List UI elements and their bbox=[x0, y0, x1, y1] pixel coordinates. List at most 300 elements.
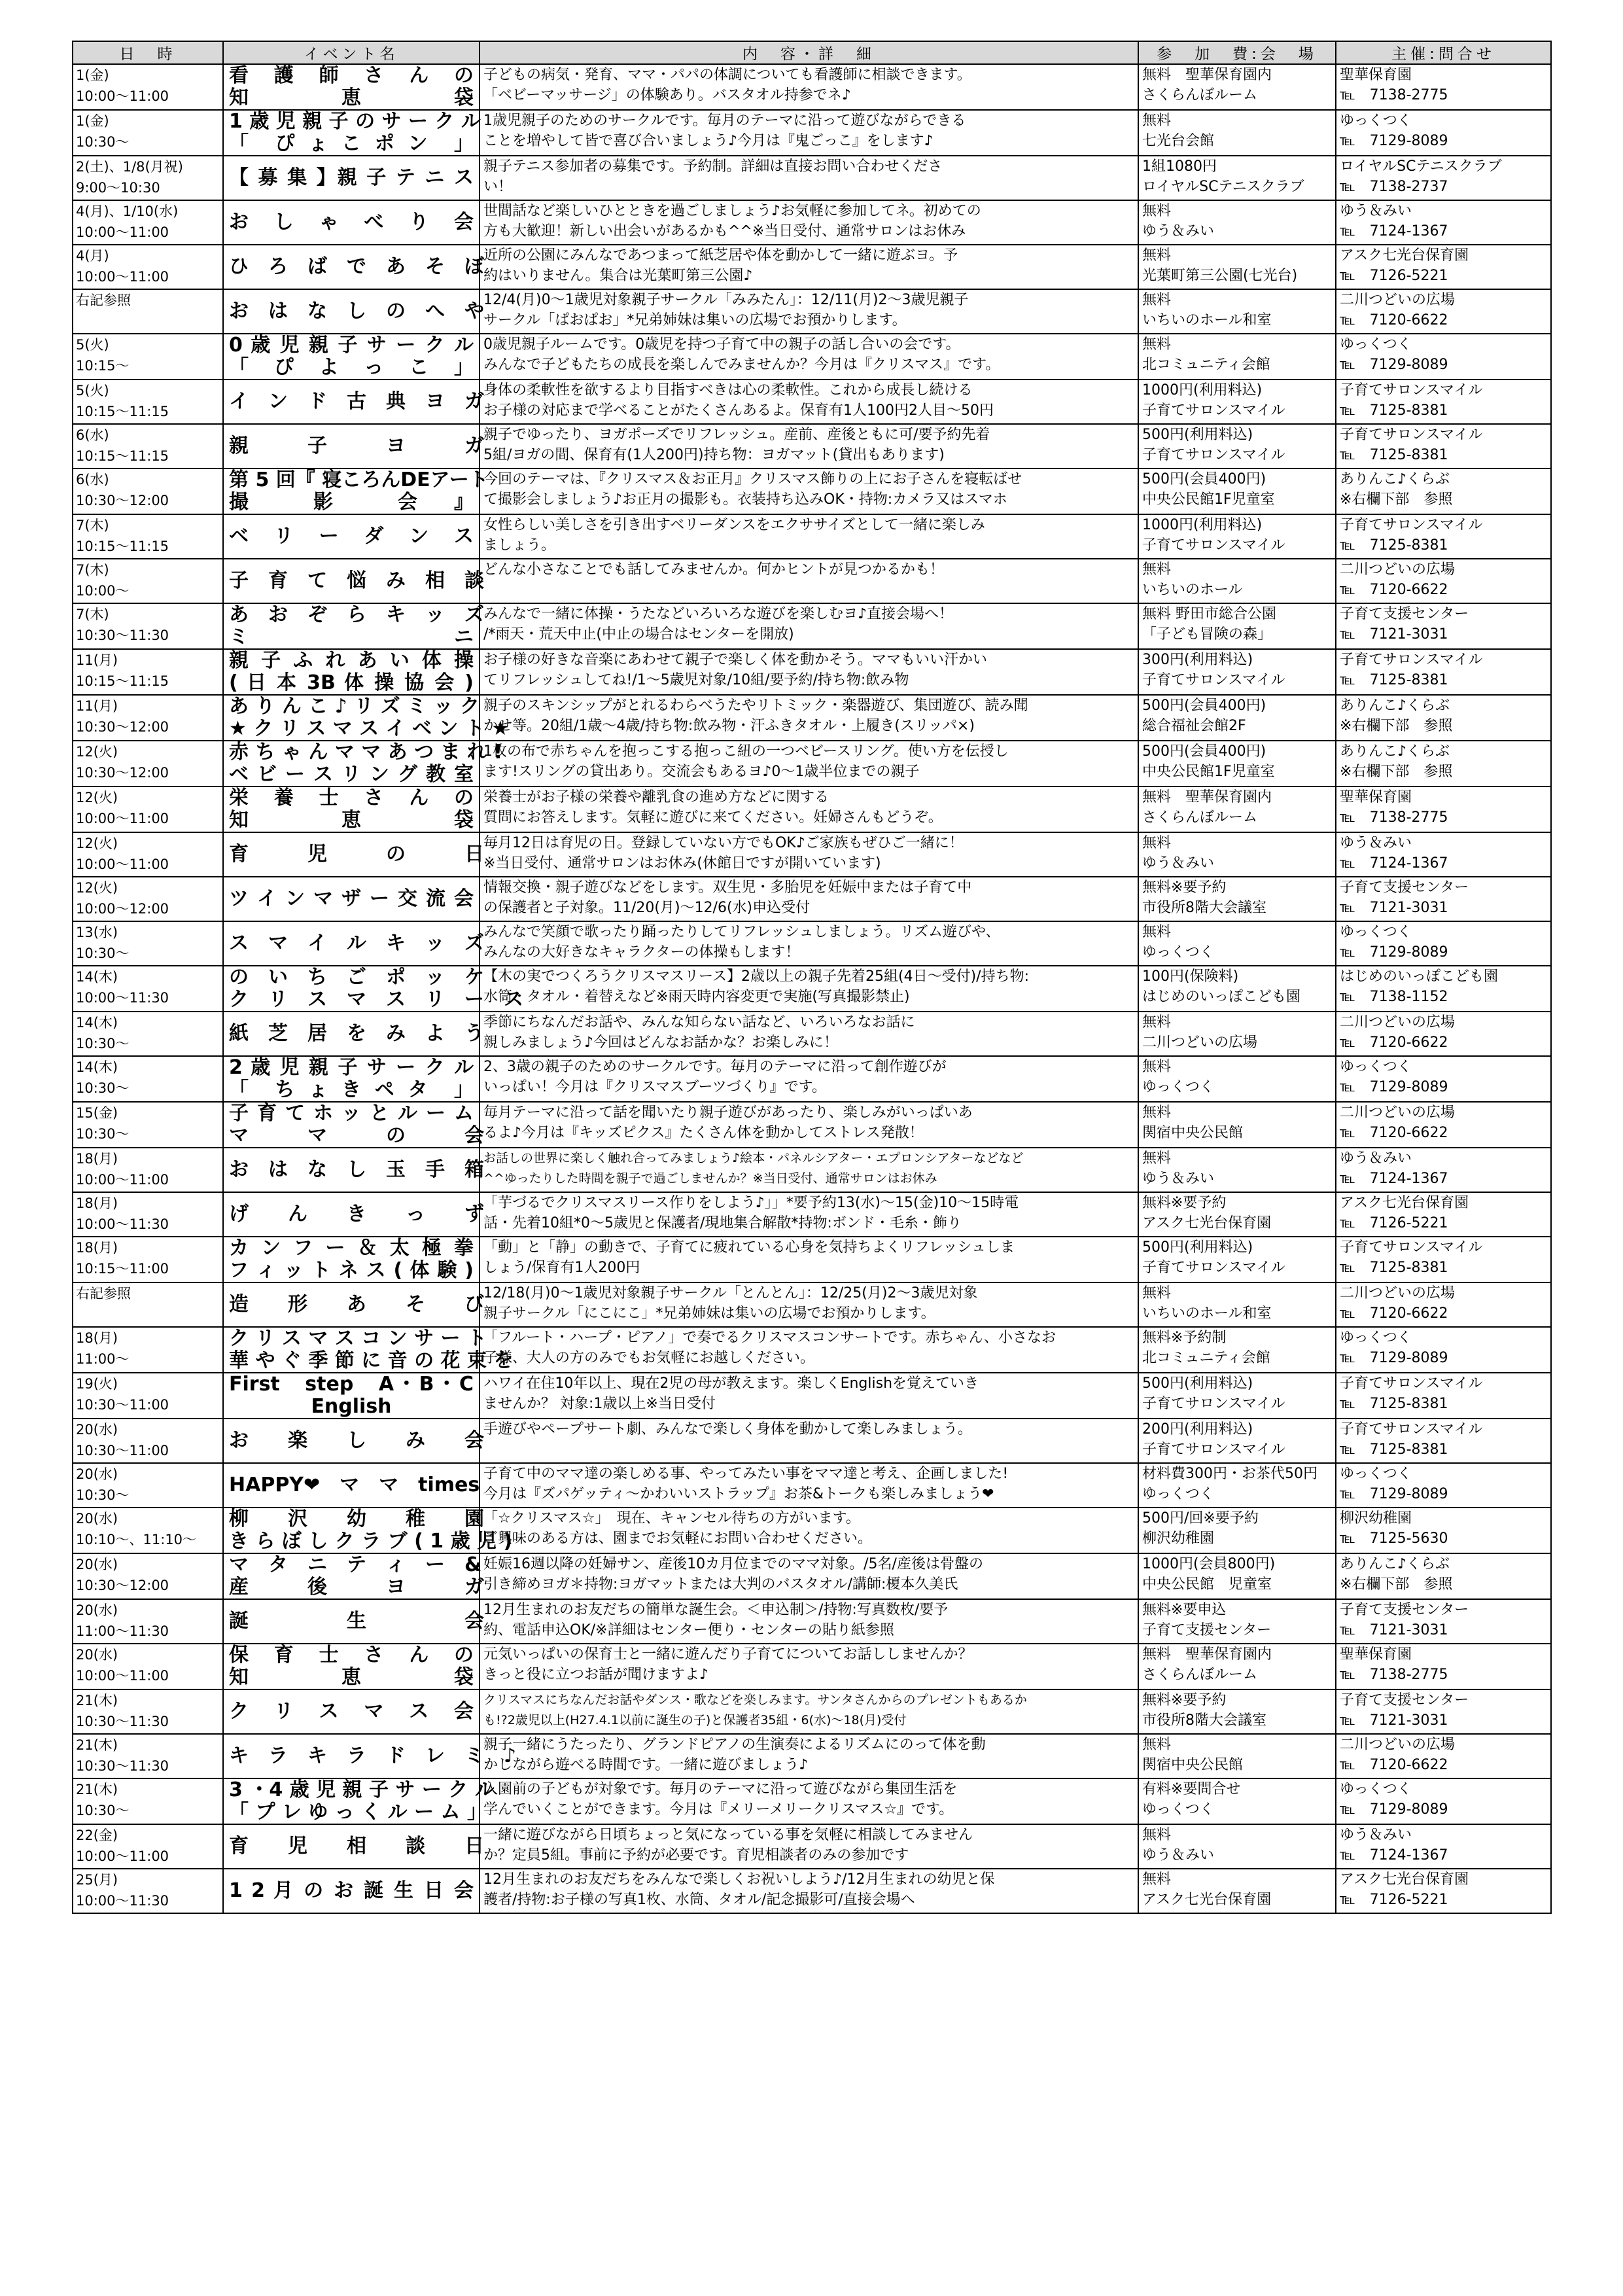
event-contact: ℡ 7125-5630 bbox=[1340, 1530, 1448, 1547]
event-time: 10:30～11:00 bbox=[76, 1397, 169, 1413]
event-contact: ℡ 7121-3031 bbox=[1340, 900, 1448, 916]
event-name-line1: 【 募 集 】親 子 テ ニ ス bbox=[229, 166, 474, 189]
event-detail-line2: 方も大歓迎！新しい出会いがあるかも^^※当日受付、通常サロンはお休み bbox=[483, 223, 966, 239]
event-organizer: 子育て支援センター bbox=[1340, 1692, 1469, 1708]
event-organizer: 二川つどいの広場 bbox=[1340, 1285, 1456, 1301]
event-calendar-sheet bbox=[72, 41, 1550, 1914]
event-detail-line2: 子様、大人の方のみでもお気軽にお越しください。 bbox=[483, 1350, 815, 1366]
event-venue: アスク七光台保育園 bbox=[1142, 1892, 1272, 1908]
event-name-cell bbox=[223, 559, 484, 603]
event-name-cell bbox=[223, 877, 480, 921]
event-name-cell bbox=[223, 1824, 484, 1869]
event-date: 18(月) bbox=[76, 1195, 118, 1211]
event-fee: 材料費300円・お茶代50円 bbox=[1142, 1466, 1318, 1482]
event-name-cell bbox=[223, 1644, 480, 1689]
event-date: 1(金) bbox=[76, 67, 109, 83]
event-detail-line1: 入園前の子どもが対象です。毎月のテーマに沿って遊びながら集団生活を bbox=[483, 1781, 958, 1797]
event-organizer: 二川つどいの広場 bbox=[1340, 1104, 1456, 1121]
event-fee: 500円(会員400円) bbox=[1142, 743, 1266, 760]
event-organizer: 子育て支援センター bbox=[1340, 606, 1469, 622]
event-venue: ゆう＆みい bbox=[1142, 855, 1215, 872]
event-detail-line2: い！ bbox=[483, 179, 513, 195]
table-row bbox=[73, 603, 1551, 649]
event-venue: 総合福祉会館2F bbox=[1142, 718, 1246, 734]
event-venue: 七光台会館 bbox=[1142, 133, 1215, 149]
event-venue: 光葉町第三公園(七光台) bbox=[1142, 268, 1298, 284]
event-detail-line2: ませんか？ 対象:1歳以上※当日受付 bbox=[483, 1396, 716, 1412]
event-name-line2: 「 プ レ ゆ っ く ル ー ム 」 bbox=[229, 1801, 487, 1824]
event-detail-line1: 情報交換・親子遊びなどをします。双生児・多胎児を妊娠中または子育て中 bbox=[483, 879, 972, 896]
event-contact: ℡ 7138-2737 bbox=[1340, 179, 1448, 195]
event-detail-line1: どんな小さなことでも話してみませんか。何かヒントが見つかるかも！ bbox=[483, 561, 945, 578]
event-detail-cell bbox=[480, 424, 1138, 468]
event-fee: 有料※要問合せ bbox=[1142, 1781, 1241, 1797]
event-fee: 500円(利用料込) bbox=[1142, 1375, 1253, 1392]
event-organizer: 聖華保育園 bbox=[1340, 1646, 1412, 1663]
table-row bbox=[73, 741, 1551, 786]
event-organizer-cell bbox=[1336, 786, 1551, 832]
event-venue: 二川つどいの広場 bbox=[1142, 1034, 1258, 1051]
event-name-cell bbox=[223, 334, 480, 380]
event-name-line1: ク リ ス マ ス 会 bbox=[229, 1700, 474, 1723]
event-date-cell bbox=[73, 468, 223, 514]
event-date-cell bbox=[73, 649, 223, 695]
event-fee: 無料 bbox=[1142, 1059, 1172, 1075]
event-fee: 1000円(利用料込) bbox=[1142, 517, 1263, 533]
event-name-cell bbox=[223, 786, 480, 832]
event-detail-line2: 今月は『ズパゲッティ～かわいいストラップ』お茶&トークも楽しみましょう❤ bbox=[483, 1486, 994, 1502]
event-organizer: 聖華保育園 bbox=[1340, 67, 1412, 83]
event-organizer-cell bbox=[1336, 1102, 1551, 1148]
event-contact: ℡ 7125-8381 bbox=[1340, 1260, 1448, 1276]
event-date: 21(木) bbox=[76, 1782, 118, 1797]
event-detail-line1: 子どもの病気・発育、ママ・パパの体調についても看護師に相談できます。 bbox=[483, 67, 971, 83]
event-fee-venue-cell bbox=[1138, 514, 1336, 559]
event-name-cell bbox=[223, 245, 484, 289]
event-date: 4(月)、1/10(水) bbox=[76, 203, 179, 219]
event-organizer-cell bbox=[1336, 1419, 1551, 1463]
event-date: 14(木) bbox=[76, 1015, 118, 1031]
event-detail-cell bbox=[480, 741, 1138, 786]
event-organizer-cell bbox=[1336, 468, 1551, 514]
table-row bbox=[73, 695, 1551, 741]
event-date-cell bbox=[73, 514, 223, 559]
event-detail-line2: お子様の対応まで学べることがたくさんあるよ。保育有1人100円2人目～50円 bbox=[483, 402, 994, 419]
event-detail-line1: 世間話など楽しいひとときを過ごしましょう♪お気軽に参加してネ。初めての bbox=[483, 203, 981, 219]
event-organizer: ありんこ♪くらぶ bbox=[1340, 698, 1450, 714]
event-name-line1: あ お ぞ ら キ ッ ズ bbox=[229, 603, 484, 626]
event-name-line1: 保 育 士 さ ん の bbox=[229, 1644, 474, 1667]
event-detail-line2: 約、電話申込OK/※詳細はセンター便り・センターの貼り紙参照 bbox=[483, 1622, 894, 1638]
table-row bbox=[73, 786, 1551, 832]
event-contact: ℡ 7120-6622 bbox=[1340, 1757, 1448, 1773]
event-venue: 柳沢幼稚園 bbox=[1142, 1530, 1215, 1547]
event-date: 19(火) bbox=[76, 1376, 118, 1392]
event-fee-venue-cell bbox=[1138, 1508, 1336, 1553]
event-detail-cell bbox=[480, 64, 1138, 110]
event-organizer-cell bbox=[1336, 1148, 1551, 1192]
event-contact: ℡ 7138-1152 bbox=[1340, 989, 1448, 1005]
event-organizer-cell bbox=[1336, 877, 1551, 921]
event-organizer: 子育て支援センター bbox=[1340, 879, 1469, 896]
event-name-line1: あ り ん こ ♪ リ ズ ミ ッ ク bbox=[229, 695, 480, 718]
event-time: 10:00～11:30 bbox=[76, 1893, 169, 1909]
event-venue: 関宿中央公民館 bbox=[1142, 1125, 1244, 1141]
event-detail-line1: 今回のテーマは、『クリスマス＆お正月』クリスマス飾りの上にお子さんを寝転ばせ bbox=[483, 471, 1022, 487]
event-name-line1: 親 子 ふ れ あ い 体 操 bbox=[229, 649, 474, 672]
event-fee-venue-cell bbox=[1138, 1237, 1336, 1282]
event-detail-cell bbox=[480, 649, 1138, 695]
event-date-cell bbox=[73, 334, 223, 380]
event-detail-line1: 「フルート・ハープ・ピアノ」で奏でるクリスマスコンサートです。赤ちゃん、小さなお bbox=[483, 1330, 1056, 1346]
event-fee-venue-cell bbox=[1138, 1644, 1336, 1689]
event-venue: いちいのホール bbox=[1142, 582, 1243, 598]
event-fee: 500円(利用料込) bbox=[1142, 427, 1253, 443]
event-table bbox=[72, 41, 1552, 1914]
event-contact: ℡ 7138-2775 bbox=[1340, 809, 1448, 826]
event-organizer-cell bbox=[1336, 649, 1551, 695]
event-organizer: 子育てサロンスマイル bbox=[1340, 1375, 1483, 1392]
event-detail-cell bbox=[480, 1012, 1138, 1056]
event-date: 6(水) bbox=[76, 427, 109, 443]
event-organizer: 子育てサロンスマイル bbox=[1340, 1239, 1483, 1256]
event-date-cell bbox=[73, 786, 223, 832]
event-organizer: ありんこ♪くらぶ bbox=[1340, 471, 1450, 487]
event-organizer: 聖華保育園 bbox=[1340, 789, 1412, 805]
event-contact: ※右欄下部 参照 bbox=[1340, 491, 1453, 508]
event-name-line1: 0 歳 児 親 子 サ ー ク ル bbox=[229, 334, 474, 357]
event-detail-line1: 妊娠16週以降の妊婦サン、産後10カ月位までのママ対象。/5名/産後は骨盤の bbox=[483, 1556, 983, 1572]
table-row bbox=[73, 1778, 1551, 1824]
event-organizer: ゆっくつく bbox=[1340, 113, 1412, 129]
event-contact: ℡ 7129-8089 bbox=[1340, 1486, 1448, 1502]
event-date: 7(木) bbox=[76, 607, 109, 622]
event-time: 9:00～10:30 bbox=[76, 180, 160, 196]
event-detail-line1: みんなで一緒に体操・うたなどいろいろな遊びを楽しむヨ♪直接会場へ！ bbox=[483, 606, 954, 622]
event-name-line1: 子 育 て 悩 み 相 談 bbox=[229, 569, 484, 592]
event-date: 右記参照 bbox=[76, 292, 131, 308]
header-fee-venue: 参 加 費:会 場 bbox=[1138, 41, 1336, 64]
event-organizer-cell bbox=[1336, 64, 1551, 110]
event-detail-cell bbox=[480, 1102, 1138, 1148]
event-detail-cell bbox=[480, 1373, 1138, 1419]
event-detail-line2: サークル「ぱおぱお」*兄弟姉妹は集いの広場でお預かりします。 bbox=[483, 312, 907, 328]
event-venue: 子育てサロンスマイル bbox=[1142, 672, 1285, 688]
event-date-cell bbox=[73, 741, 223, 786]
event-fee-venue-cell bbox=[1138, 64, 1336, 110]
event-detail-cell bbox=[480, 1599, 1138, 1644]
event-name-cell bbox=[223, 1734, 517, 1778]
event-contact: ℡ 7138-2775 bbox=[1340, 1667, 1448, 1683]
table-row bbox=[73, 380, 1551, 424]
event-contact: ℡ 7124-1367 bbox=[1340, 223, 1448, 239]
event-name-cell bbox=[223, 1237, 480, 1282]
event-contact: ℡ 7120-6622 bbox=[1340, 1125, 1448, 1141]
event-fee-venue-cell bbox=[1138, 786, 1336, 832]
table-row bbox=[73, 1012, 1551, 1056]
event-contact: ℡ 7121-3031 bbox=[1340, 1712, 1448, 1729]
event-fee-venue-cell bbox=[1138, 966, 1336, 1012]
event-contact: ℡ 7121-3031 bbox=[1340, 626, 1448, 643]
event-detail-cell bbox=[480, 156, 1138, 200]
event-name-line1: キ ラ キ ラ ド レ ミ ♪ bbox=[229, 1744, 517, 1767]
event-name-line2: English bbox=[311, 1395, 392, 1418]
event-detail-line2: 水筒・タオル・着替えなど※雨天時内容変更で実施(写真撮影禁止) bbox=[483, 989, 910, 1005]
event-organizer: 子育て支援センター bbox=[1340, 1602, 1469, 1618]
event-time: 10:00～12:00 bbox=[76, 901, 169, 917]
table-row bbox=[73, 966, 1551, 1012]
event-date: 右記参照 bbox=[76, 1286, 131, 1301]
event-date-cell bbox=[73, 1148, 223, 1192]
event-organizer: アスク七光台保育園 bbox=[1340, 247, 1469, 264]
event-detail-line1: 1歳児親子のためのサークルです。毎月のテーマに沿って遊びながらできる bbox=[483, 113, 966, 129]
event-name-line2: ク リ ス マ ス リ ー ス bbox=[229, 988, 523, 1011]
event-detail-line2: 引き締めヨガ＊持物:ヨガマットまたは大判のバスタオル/講師:榎本久美氏 bbox=[483, 1576, 958, 1593]
event-organizer: ゆっくつく bbox=[1340, 1781, 1412, 1797]
event-venue: 関宿中央公民館 bbox=[1142, 1757, 1244, 1773]
event-detail-cell bbox=[480, 1148, 1138, 1192]
event-date-cell bbox=[73, 289, 223, 334]
event-contact: ℡ 7120-6622 bbox=[1340, 1305, 1448, 1322]
event-name-cell bbox=[223, 1056, 480, 1102]
table-row bbox=[73, 468, 1551, 514]
event-detail-line2: かせ等。20組/1歳～4歳/持ち物:飲み物・汗ふきタオル・上履き(スリッパ×) bbox=[483, 718, 975, 734]
event-venue: ゆっくつく bbox=[1142, 944, 1214, 961]
event-name-line1: 3 ・4 歳 児 親 子 サ ー ク ル bbox=[229, 1778, 495, 1801]
event-fee-venue-cell bbox=[1138, 1148, 1336, 1192]
event-organizer: ゆっくつく bbox=[1340, 1466, 1412, 1482]
event-date-cell bbox=[73, 156, 223, 200]
event-detail-cell bbox=[480, 245, 1138, 289]
event-date-cell bbox=[73, 1192, 223, 1237]
event-organizer: ありんこ♪くらぶ bbox=[1340, 1556, 1450, 1572]
event-fee-venue-cell bbox=[1138, 468, 1336, 514]
event-date: 20(水) bbox=[76, 1647, 118, 1663]
event-fee-venue-cell bbox=[1138, 559, 1336, 603]
event-venue: 子育て支援センター bbox=[1142, 1622, 1272, 1638]
event-venue: さくらんぼルーム bbox=[1142, 1667, 1258, 1683]
event-time: 10:30～11:30 bbox=[76, 1758, 169, 1774]
event-time: 10:30～ bbox=[76, 1080, 130, 1096]
event-contact: ℡ 7125-8381 bbox=[1340, 1396, 1448, 1412]
event-name-cell bbox=[223, 1373, 480, 1419]
event-fee-venue-cell bbox=[1138, 1282, 1336, 1327]
event-detail-line2: ことを増やして皆で喜び合いましょう♪今月は『鬼ごっこ』をします♪ bbox=[483, 133, 934, 149]
event-detail-cell bbox=[480, 603, 1138, 649]
event-venue: ゆっくつく bbox=[1142, 1079, 1214, 1095]
event-name-line2: 「 ぴ よ っ こ 」 bbox=[229, 356, 474, 379]
event-name-cell bbox=[223, 200, 480, 245]
event-fee-venue-cell bbox=[1138, 1553, 1336, 1599]
event-date-cell bbox=[73, 1599, 223, 1644]
event-organizer: 柳沢幼稚園 bbox=[1340, 1510, 1412, 1527]
event-detail-line1: 1枚の布で赤ちゃんを抱っこする抱っこ紐の一つベビースリング。使い方を伝授し bbox=[483, 743, 1009, 760]
event-name-line1: マ タ ニ テ ィ ー & bbox=[229, 1553, 482, 1576]
event-venue: 市役所8階大会議室 bbox=[1142, 1712, 1266, 1729]
event-organizer-cell bbox=[1336, 741, 1551, 786]
event-time: 10:15～11:15 bbox=[76, 539, 169, 554]
event-name-line1: ス マ イ ル キ ッ ズ bbox=[229, 932, 484, 955]
table-row bbox=[73, 1419, 1551, 1463]
event-detail-line1: 2、3歳の親子のためのサークルです。毎月のテーマに沿って創作遊びが bbox=[483, 1059, 947, 1075]
event-organizer: ゆう＆みい bbox=[1340, 1827, 1412, 1843]
event-detail-cell bbox=[480, 334, 1138, 380]
event-date: 6(水) bbox=[76, 472, 109, 487]
event-name-line1: 誕 生 会 bbox=[229, 1610, 484, 1633]
event-name-line2: 産 後 ヨ ガ bbox=[229, 1576, 484, 1598]
event-detail-cell bbox=[480, 514, 1138, 559]
event-contact: ※右欄下部 参照 bbox=[1340, 1576, 1453, 1593]
event-detail-cell bbox=[480, 1778, 1138, 1824]
event-organizer-cell bbox=[1336, 1237, 1551, 1282]
event-fee-venue-cell bbox=[1138, 1824, 1336, 1869]
event-fee-venue-cell bbox=[1138, 110, 1336, 156]
table-row bbox=[73, 559, 1551, 603]
event-detail-cell bbox=[480, 877, 1138, 921]
event-detail-line1: 女性らしい美しさを引き出すベリーダンスをエクササイズとして一緒に楽しみ bbox=[483, 517, 985, 533]
event-fee-venue-cell bbox=[1138, 1463, 1336, 1508]
event-date-cell bbox=[73, 966, 223, 1012]
event-organizer: ゆう＆みい bbox=[1340, 203, 1412, 219]
event-detail-line1: 親子のスキンシップがとれるわらべうたやリトミック・楽器遊び、集団遊び、読み聞 bbox=[483, 698, 1028, 714]
event-organizer-cell bbox=[1336, 1599, 1551, 1644]
event-detail-line2: か？定員5組。事前に予約が必要です。育児相談者のみの参加です bbox=[483, 1847, 909, 1863]
event-contact: ※右欄下部 参照 bbox=[1340, 718, 1453, 734]
event-date: 20(水) bbox=[76, 1511, 118, 1527]
event-detail-line1: 親子一緒にうたったり、グランドピアノの生演奏によるリズムにのって体を動 bbox=[483, 1737, 986, 1753]
event-venue: ゆう＆みい bbox=[1142, 223, 1215, 239]
event-detail-cell bbox=[480, 695, 1138, 741]
event-contact: ℡ 7126-5221 bbox=[1340, 268, 1448, 284]
event-fee: 無料 聖華保育園内 bbox=[1142, 789, 1272, 805]
event-date-cell bbox=[73, 1102, 223, 1148]
event-detail-line1: 手遊びやペープサート劇、みんなで楽しく身体を動かして楽しみましょう。 bbox=[483, 1421, 972, 1438]
event-time: 10:30～11:00 bbox=[76, 1443, 169, 1458]
event-organizer-cell bbox=[1336, 1012, 1551, 1056]
event-name-line1: お は な し 玉 手 箱 bbox=[229, 1158, 484, 1181]
event-name-line1: お 楽 し み 会 bbox=[229, 1429, 484, 1452]
event-time: 10:30～11:30 bbox=[76, 1714, 169, 1729]
table-row bbox=[73, 1553, 1551, 1599]
event-date: 21(木) bbox=[76, 1693, 118, 1708]
event-organizer-cell bbox=[1336, 110, 1551, 156]
event-detail-cell bbox=[480, 1192, 1138, 1237]
event-detail-cell bbox=[480, 786, 1138, 832]
event-date: 12(火) bbox=[76, 744, 118, 760]
table-row bbox=[73, 1869, 1551, 1913]
event-detail-line2: 5組/ヨガの間、保育有(1人200円)持ち物：ヨガマット(貸出もあります) bbox=[483, 447, 945, 463]
event-organizer-cell bbox=[1336, 424, 1551, 468]
event-venue: 北コミュニティ会館 bbox=[1142, 1350, 1270, 1366]
event-fee-venue-cell bbox=[1138, 1373, 1336, 1419]
event-organizer-cell bbox=[1336, 1463, 1551, 1508]
table-row bbox=[73, 289, 1551, 334]
event-date: 2(土)、1/8(月祝) bbox=[76, 159, 183, 175]
event-venue: 「子ども冒険の森」 bbox=[1142, 626, 1272, 643]
table-row bbox=[73, 1192, 1551, 1237]
event-fee: 1000円(会員800円) bbox=[1142, 1556, 1276, 1572]
event-date: 12(火) bbox=[76, 836, 118, 851]
event-detail-line2: ^^ゆったりした時間を親子で過ごしませんか？※当日受付、通常サロンはお休み bbox=[483, 1171, 937, 1186]
event-date-cell bbox=[73, 1463, 223, 1508]
event-detail-line2: の保護者と子対象。11/20(月)～12/6(水)申込受付 bbox=[483, 900, 811, 916]
event-detail-line2: てリフレッシュしてね!/1～5歳児対象/10組/要予約/持ち物:飲み物 bbox=[483, 672, 909, 688]
event-fee: 無料 bbox=[1142, 1737, 1172, 1753]
event-name-cell bbox=[223, 424, 484, 468]
table-row bbox=[73, 1237, 1551, 1282]
event-date: 25(月) bbox=[76, 1872, 118, 1888]
event-time: 10:30～12:00 bbox=[76, 765, 169, 781]
event-detail-line2: みんなで子どもたちの成長を楽しんでみませんか？今月は『クリスマス』です。 bbox=[483, 357, 1000, 373]
event-detail-line1: 毎月テーマに沿って話を聞いたり親子遊びがあったり、楽しみがいっぱいあ bbox=[483, 1104, 973, 1121]
event-detail-line1: 元気いっぱいの保育士と一緒に遊んだり子育てについてお話ししませんか？ bbox=[483, 1646, 973, 1663]
event-organizer-cell bbox=[1336, 1282, 1551, 1327]
event-detail-line2: 「ベビーマッサージ」の体験あり。バスタオル持参でネ♪ bbox=[483, 87, 851, 103]
event-name-line2: ( 日 本 3B 体 操 協 会 ) bbox=[229, 671, 474, 694]
event-detail-cell bbox=[480, 832, 1138, 877]
event-contact: ℡ 7120-6622 bbox=[1340, 1034, 1448, 1051]
event-detail-cell bbox=[480, 1282, 1138, 1327]
event-date: 12(火) bbox=[76, 790, 118, 805]
header-organizer: 主催:問合せ bbox=[1336, 41, 1551, 64]
event-detail-line1: 12月生まれのお友だちの簡単な誕生会。＜申込制＞/持物:写真数枚/要予 bbox=[483, 1602, 949, 1618]
event-detail-line2: いっぱい！今月は『クリスマスブーツづくり』です。 bbox=[483, 1079, 826, 1095]
event-time: 10:30～12:00 bbox=[76, 493, 169, 508]
event-fee-venue-cell bbox=[1138, 380, 1336, 424]
event-detail-line1: 12/4(月)0～1歳児対象親子サークル「みみたん」：12/11(月)2～3歳児親子 bbox=[483, 292, 969, 308]
event-name-cell bbox=[223, 695, 510, 741]
event-organizer-cell bbox=[1336, 245, 1551, 289]
event-organizer: ゆう＆みい bbox=[1340, 835, 1412, 851]
table-row bbox=[73, 921, 1551, 966]
event-detail-line1: お話しの世界に楽しく触れ合ってみましょう♪絵本・パネルシアター・エプロンシアターなどなど bbox=[483, 1151, 1024, 1165]
event-detail-cell bbox=[480, 921, 1138, 966]
event-time: 10:15～11:15 bbox=[76, 673, 169, 689]
event-fee: 1組1080円 bbox=[1142, 158, 1217, 175]
event-contact: ℡ 7129-8089 bbox=[1340, 1801, 1448, 1818]
event-fee: 無料 bbox=[1142, 203, 1172, 219]
event-detail-line1: 0歳児親子ルームです。0歳児を持つ子育て中の親子の話し合いの会です。 bbox=[483, 336, 960, 353]
event-detail-line1: 【木の実でつくろうクリスマスリース】2歳以上の親子先着25組(4日～受付)/持ち物: bbox=[483, 968, 1030, 985]
event-detail-line2: 親子サークル「にこにこ」*兄弟姉妹は集いの広場でお預かりします。 bbox=[483, 1305, 935, 1322]
event-date: 7(木) bbox=[76, 562, 109, 578]
event-name-line2: 華 や ぐ 季 節 に 音 の 花 束 を bbox=[229, 1349, 514, 1372]
event-organizer-cell bbox=[1336, 559, 1551, 603]
event-date-cell bbox=[73, 1644, 223, 1689]
event-date-cell bbox=[73, 424, 223, 468]
event-organizer: ゆっくつく bbox=[1340, 336, 1412, 353]
event-name-line1: First step A・B・C bbox=[229, 1373, 474, 1396]
event-date-cell bbox=[73, 832, 223, 877]
event-organizer: ゆっくつく bbox=[1340, 1330, 1412, 1346]
event-venue: 中央公民館 児童室 bbox=[1142, 1576, 1272, 1593]
event-venue: 中央公民館1F児童室 bbox=[1142, 491, 1275, 508]
event-detail-line2: て撮影会しましょう♪お正月の撮影も。衣装持ち込みOK・持物:カメラ又はスマホ bbox=[483, 491, 1007, 508]
event-detail-line1: 身体の柔軟性を欲するより目指すべきは心の柔軟性。これから成長し続ける bbox=[483, 382, 973, 398]
event-fee: 無料 bbox=[1142, 924, 1172, 940]
event-fee-venue-cell bbox=[1138, 921, 1336, 966]
event-name-cell bbox=[223, 1102, 484, 1148]
event-organizer: 二川つどいの広場 bbox=[1340, 1737, 1456, 1753]
event-fee-venue-cell bbox=[1138, 695, 1336, 741]
event-detail-line2: 学んでいくことができます。今月は『メリーメリークリスマス☆』です。 bbox=[483, 1801, 954, 1818]
event-date: 22(金) bbox=[76, 1828, 118, 1843]
event-fee: 無料 bbox=[1142, 561, 1172, 578]
event-name-line1: 看 護 師 さ ん の bbox=[229, 64, 474, 87]
event-time: 10:00～11:00 bbox=[76, 1172, 169, 1188]
table-row bbox=[73, 1599, 1551, 1644]
event-date-cell bbox=[73, 1734, 223, 1778]
